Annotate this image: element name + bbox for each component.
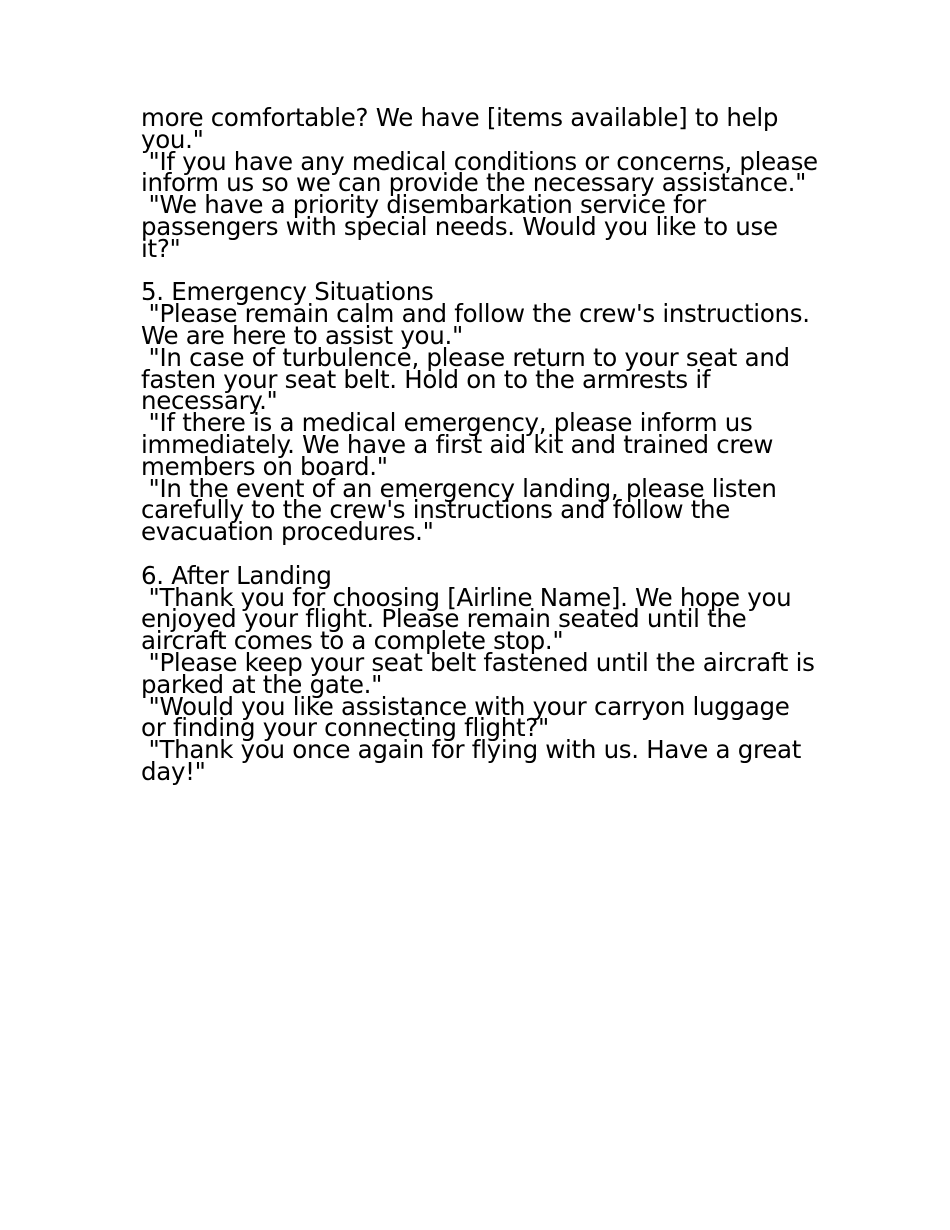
text-line: evacuation procedures." [141,517,434,547]
text-line: inform us so we can provide the necessary assistance." [141,168,807,198]
text-line: fasten your seat belt. Hold on to the armrests if [141,364,711,394]
text-line: "Please remain calm and follow the crew's instructions. [141,299,810,329]
text-line: "Please keep your seat belt fastened until the aircraft is [141,647,815,677]
text-line: "If you have any medical conditions or concerns, please [141,146,818,176]
text-line: it?" [141,233,181,263]
text-line: "We have a priority disembarkation service for [141,190,706,220]
section-heading: 5. Emergency Situations [141,277,434,307]
text-line: "Thank you for choosing [Airline Name]. We hope you [141,582,792,612]
text-line: enjoyed your flight. Please remain seated until the [141,604,747,634]
text-line: necessary." [141,386,278,416]
text-line: "In case of turbulence, please return to your seat and [141,342,790,372]
text-line: "In the event of an emergency landing, please listen [141,473,777,503]
text-line: passengers with special needs. Would you like to use [141,211,778,241]
section-emergency-situations [141,277,821,547]
text-line: "If there is a medical emergency, please inform us [141,408,753,438]
text-line: members on board." [141,451,388,481]
text-line: parked at the gate." [141,669,383,699]
text-line: "Would you like assistance with your carryon luggage [141,691,790,721]
text-line: you." [141,124,204,154]
text-line: or finding your connecting flight?" [141,713,549,743]
text-line: day!" [141,756,206,786]
section-after-landing [141,560,821,786]
text-line: immediately. We have a first aid kit and trained crew [141,429,774,459]
intro-paragraphs [141,103,821,263]
text-line: carefully to the crew's instructions and follow the [141,495,731,525]
text-line: We are here to assist you." [141,320,463,350]
text-line: "Thank you once again for flying with us. Have a great [141,735,802,765]
text-line: more comfortable? We have [items available] to help [141,103,779,132]
text-line: aircraft comes to a complete stop." [141,626,564,656]
section-heading: 6. After Landing [141,560,332,590]
document-body [141,103,821,786]
